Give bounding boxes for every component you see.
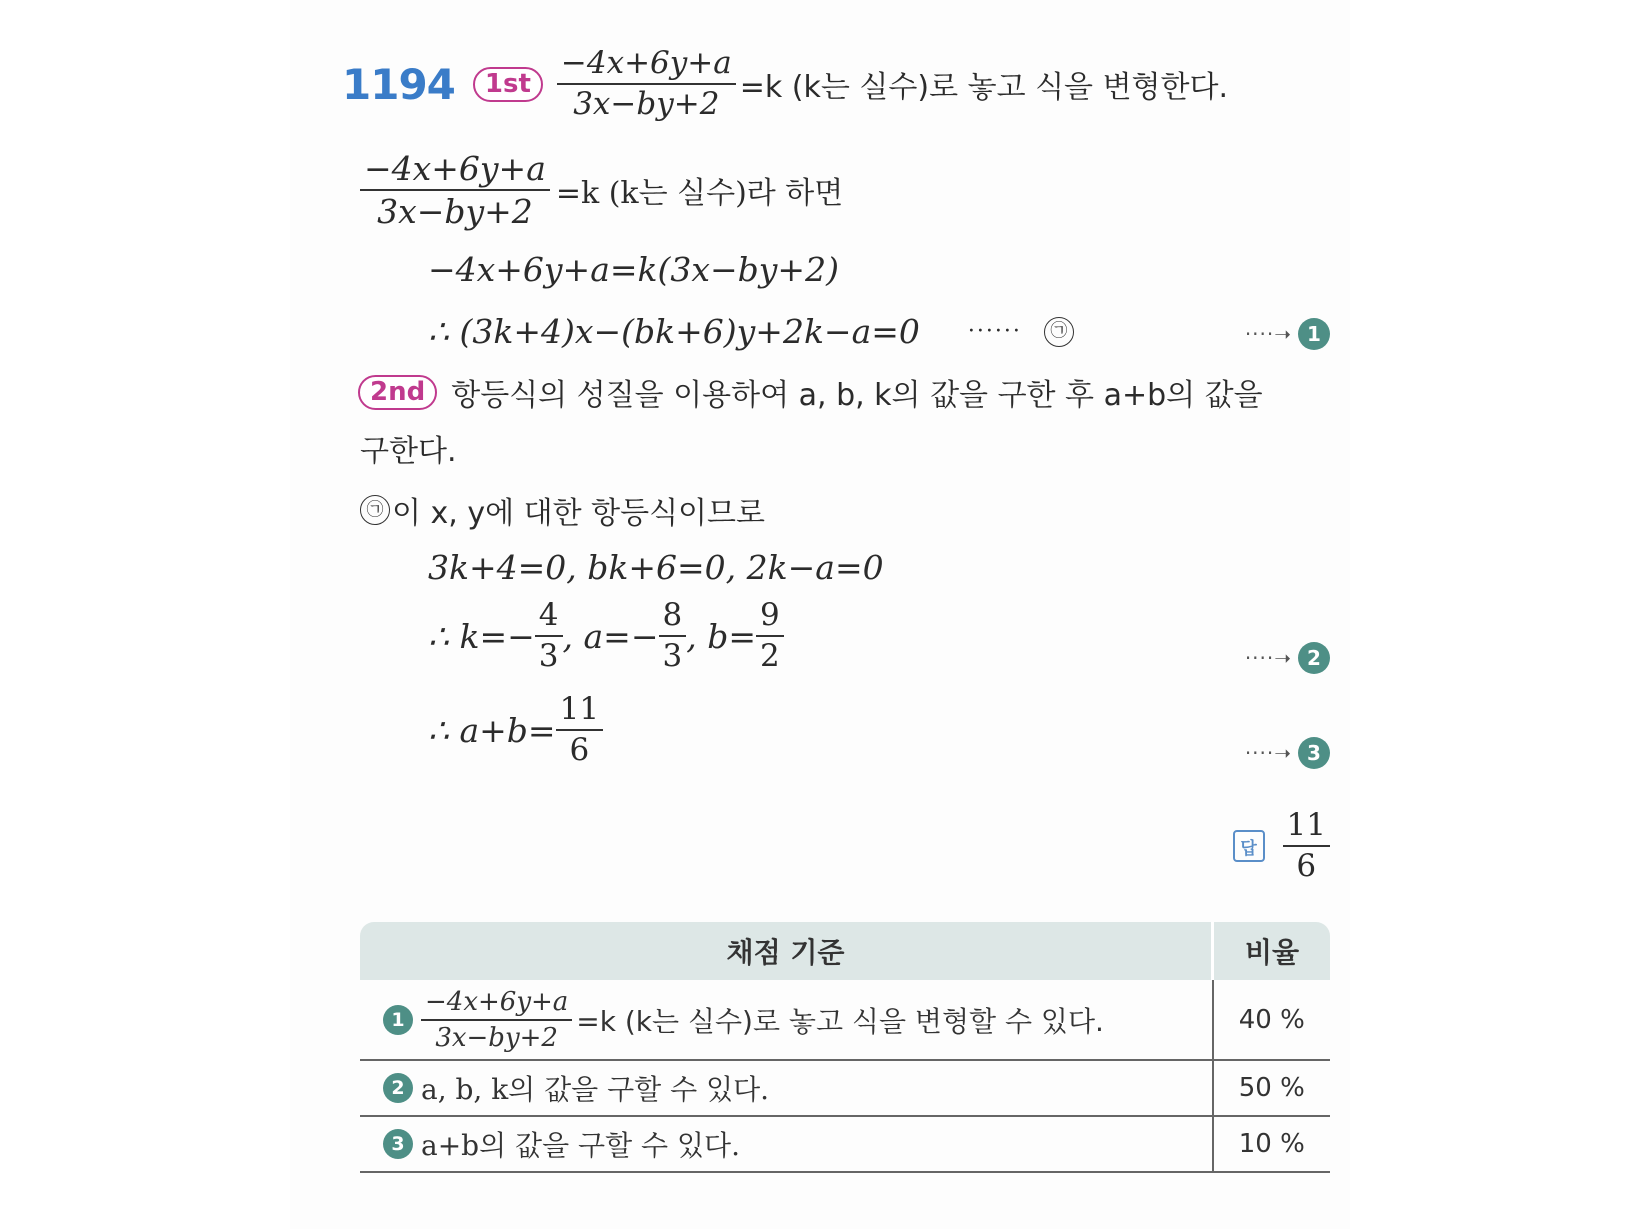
rubric-criteria-cell bbox=[360, 1060, 1213, 1116]
solution-line-7: ∴ a+b= $\frac{11}{6}$ bbox=[428, 694, 603, 766]
score-marker-1: ····➝ 1 bbox=[1245, 318, 1330, 350]
rubric-row bbox=[360, 1116, 1330, 1172]
score-marker-2-number: 2 bbox=[1298, 642, 1330, 674]
step2-text-1: 항등식의 성질을 이용하여 a, b, k의 값을 구한 후 a+b의 값을 bbox=[451, 378, 1263, 413]
answer-fraction: $\frac{11}{6}$ bbox=[1283, 810, 1330, 882]
k-fraction: $\frac{4}{3}$ bbox=[535, 600, 563, 672]
rubric-text-3: a+b의 값을 구할 수 있다. bbox=[421, 1129, 740, 1162]
rubric-criteria-cell bbox=[360, 980, 1213, 1060]
step1-fraction: $\frac{-4x+6y+a}{3x-by+2}$ bbox=[557, 48, 736, 120]
step2-line-1 bbox=[358, 370, 1263, 414]
problem-number: 1194 bbox=[342, 59, 455, 109]
rubric-number-3: 3 bbox=[383, 1129, 413, 1159]
solution-line-6: ∴ k=− $\frac{4}{3}$ , a=− $\frac{8}{3}$ , b= $\frac{9}{2}$ bbox=[428, 600, 784, 672]
score-marker-3: ····➝ 3 bbox=[1245, 737, 1330, 769]
a-fraction: $\frac{8}{3}$ bbox=[659, 600, 687, 672]
answer-icon: 답 bbox=[1233, 830, 1265, 862]
rubric-text-1: =k (k는 실수)로 놓고 식을 변형할 수 있다. bbox=[576, 1004, 1104, 1038]
final-answer bbox=[1233, 807, 1330, 884]
step1-text: =k (k는 실수)로 놓고 식을 변형한다. bbox=[739, 70, 1229, 105]
rubric-ratio-1: 40 % bbox=[1213, 980, 1331, 1060]
step1-badge: 1st bbox=[473, 67, 543, 102]
rubric-header-criteria: 채점 기준 bbox=[360, 922, 1213, 980]
equation-label-giyeok-ref: ㉠ bbox=[360, 495, 390, 525]
solution-line-4 bbox=[360, 488, 765, 532]
score-marker-1-number: 1 bbox=[1298, 318, 1330, 350]
rubric-ratio-3: 10 % bbox=[1213, 1116, 1331, 1172]
solution-line-5: 3k+4=0, bk+6=0, 2k−a=0 bbox=[428, 548, 884, 587]
rubric-number-1: 1 bbox=[383, 1005, 413, 1035]
solution-content bbox=[342, 0, 1330, 1229]
rubric-text-2: a, b, k의 값을 구할 수 있다. bbox=[421, 1073, 770, 1106]
problem-header bbox=[342, 45, 1229, 122]
b-fraction: $\frac{9}{2}$ bbox=[756, 600, 784, 672]
rubric-header-ratio: 비율 bbox=[1213, 922, 1331, 980]
rubric-row bbox=[360, 980, 1330, 1060]
score-marker-3-number: 3 bbox=[1298, 737, 1330, 769]
solution-fraction: $\frac{-4x+6y+a}{3x-by+2}$ bbox=[360, 152, 550, 228]
solution-line-2: −4x+6y+a=k(3x−by+2) bbox=[428, 250, 839, 289]
step2-line-2: 구한다. bbox=[360, 434, 457, 469]
rubric-criteria-cell bbox=[360, 1116, 1213, 1172]
ellipsis: ······ bbox=[967, 319, 1022, 344]
score-marker-2: ····➝ 2 bbox=[1245, 642, 1330, 674]
solution-line-1-text: =k (k는 실수)라 하면 bbox=[555, 176, 844, 211]
solution-line-4-text: 이 x, y에 대한 항등식이므로 bbox=[392, 496, 765, 531]
equation-label-giyeok: ㉠ bbox=[1044, 317, 1074, 347]
rubric-row bbox=[360, 1060, 1330, 1116]
rubric-ratio-2: 50 % bbox=[1213, 1060, 1331, 1116]
rubric-number-2: 2 bbox=[383, 1073, 413, 1103]
sum-fraction: $\frac{11}{6}$ bbox=[556, 694, 603, 766]
rubric-header-row bbox=[360, 922, 1330, 980]
solution-line-3: ∴ (3k+4)x−(bk+6)y+2k−a=0 ······ ㉠ bbox=[428, 312, 1074, 351]
step2-badge: 2nd bbox=[358, 375, 437, 410]
scoring-rubric-table bbox=[360, 922, 1330, 1173]
rubric-fraction: $\frac{-4x+6y+a}{3x-by+2}$ bbox=[421, 989, 572, 1051]
solution-line-1 bbox=[360, 149, 844, 231]
